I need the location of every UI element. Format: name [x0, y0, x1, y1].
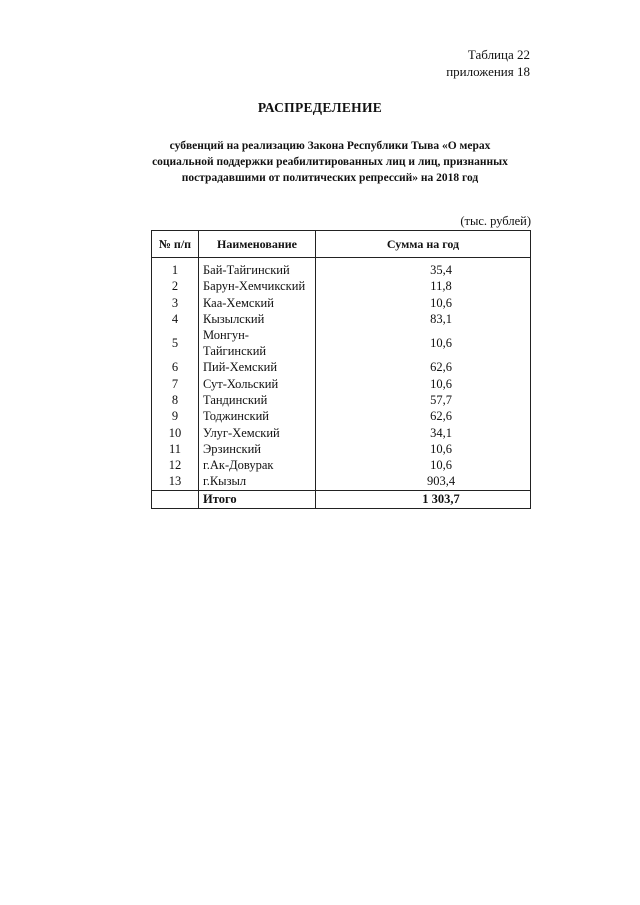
unit-label: (тыс. рублей) — [460, 214, 531, 228]
table-row — [152, 327, 531, 359]
row-number: 2 — [152, 278, 199, 294]
row-name: Кызылский — [199, 311, 316, 327]
row-amount: 10,6 — [316, 457, 531, 473]
total-number-cell — [152, 490, 199, 508]
table-row — [152, 473, 531, 490]
table-row — [152, 311, 531, 327]
table-row — [152, 375, 531, 391]
table-body — [152, 258, 531, 509]
row-name: Каа-Хемский — [199, 295, 316, 311]
table-row — [152, 392, 531, 408]
table-row — [152, 424, 531, 440]
row-amount: 34,1 — [316, 424, 531, 440]
total-row — [152, 490, 531, 508]
row-number: 1 — [152, 258, 199, 279]
row-amount: 62,6 — [316, 408, 531, 424]
column-header-name: Наименование — [199, 231, 316, 258]
row-name: г.Ак-Довурак — [199, 457, 316, 473]
column-header-amount: Сумма на год — [316, 231, 531, 258]
row-name: Тоджинский — [199, 408, 316, 424]
table-row — [152, 457, 531, 473]
row-amount: 10,6 — [316, 375, 531, 391]
row-amount: 35,4 — [316, 258, 531, 279]
subtitle-line: пострадавшими от политических репрессий» на 2018 год — [181, 172, 479, 184]
row-number: 13 — [152, 473, 199, 490]
row-number: 11 — [152, 441, 199, 457]
total-amount: 1 303,7 — [316, 490, 531, 508]
row-number: 4 — [152, 311, 199, 327]
table-row — [152, 408, 531, 424]
appendix-number: приложения 18 — [446, 64, 530, 79]
table-row — [152, 258, 531, 279]
row-name: Пий-Хемский — [199, 359, 316, 375]
row-amount: 10,6 — [316, 295, 531, 311]
subtitle-line: субвенций на реализацию Закона Республики Тыва «О мерах — [169, 140, 491, 152]
row-name: Сут-Хольский — [199, 375, 316, 391]
document-title: РАСПРЕДЕЛЕНИЕ — [257, 100, 383, 115]
row-number: 10 — [152, 424, 199, 440]
row-name: Эрзинский — [199, 441, 316, 457]
table-header-row — [152, 231, 531, 258]
row-number: 3 — [152, 295, 199, 311]
row-number: 6 — [152, 359, 199, 375]
table-row — [152, 278, 531, 294]
row-name: Монгун-Тайгинский — [199, 327, 316, 359]
row-amount: 57,7 — [316, 392, 531, 408]
row-number: 8 — [152, 392, 199, 408]
row-number: 7 — [152, 375, 199, 391]
row-amount: 10,6 — [316, 327, 531, 359]
row-number: 5 — [152, 327, 199, 359]
table-row — [152, 441, 531, 457]
row-amount: 11,8 — [316, 278, 531, 294]
row-name: Улуг-Хемский — [199, 424, 316, 440]
row-name: Барун-Хемчикский — [199, 278, 316, 294]
row-name: Бай-Тайгинский — [199, 258, 316, 279]
subtitle-line: социальной поддержки реабилитированных лиц и лиц, признанных — [152, 156, 508, 168]
table-number: Таблица 22 — [467, 47, 530, 62]
document-subtitle — [130, 138, 530, 186]
row-amount: 903,4 — [316, 473, 531, 490]
column-header-number: № п/п — [152, 231, 199, 258]
row-number: 9 — [152, 408, 199, 424]
distribution-table — [151, 230, 531, 509]
row-name: Тандинский — [199, 392, 316, 408]
total-label: Итого — [199, 490, 316, 508]
table-row — [152, 295, 531, 311]
row-name: г.Кызыл — [199, 473, 316, 490]
table-row — [152, 359, 531, 375]
row-amount: 83,1 — [316, 311, 531, 327]
appendix-reference — [446, 46, 530, 80]
row-amount: 62,6 — [316, 359, 531, 375]
row-number: 12 — [152, 457, 199, 473]
row-amount: 10,6 — [316, 441, 531, 457]
